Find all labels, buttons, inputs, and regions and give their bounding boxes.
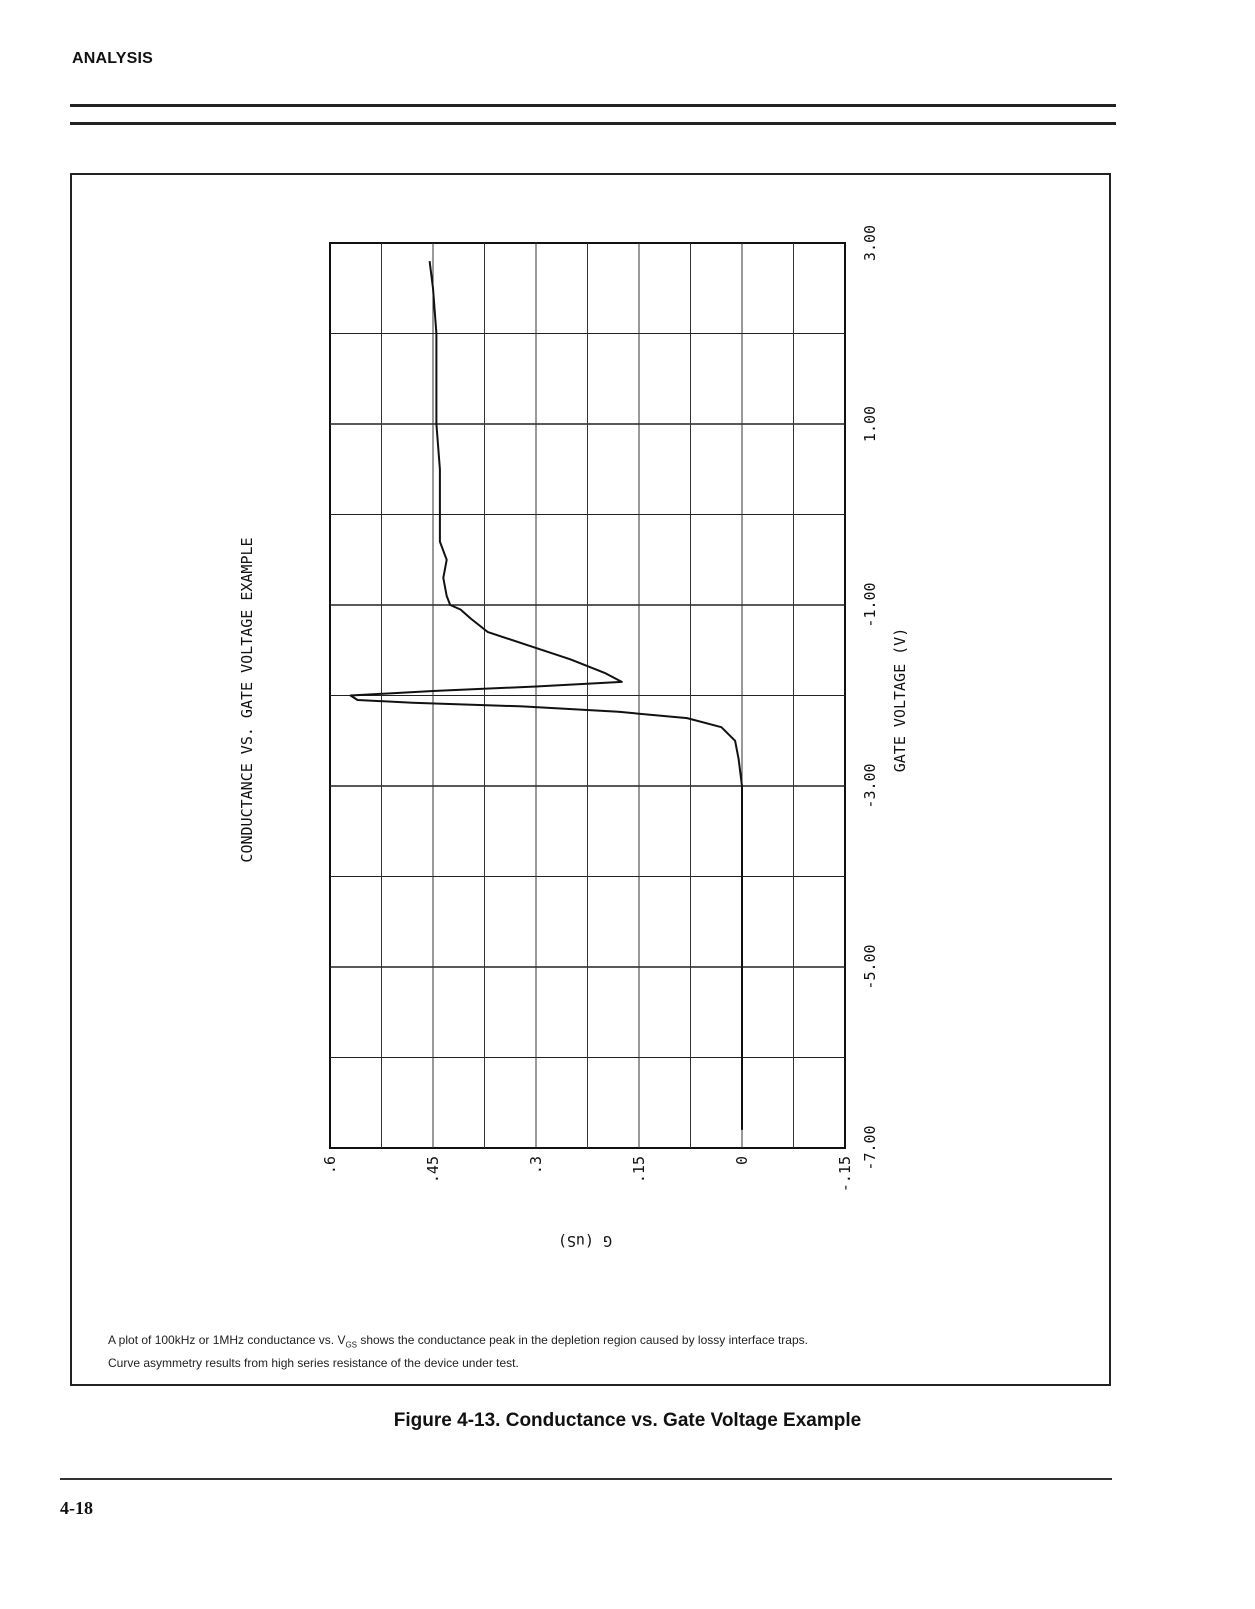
section-header: ANALYSIS [72,50,154,67]
x-tick-label: 1.00 [861,405,879,443]
y-axis-label: G (uS) [557,1232,613,1250]
x-tick-label: -7.00 [861,1125,879,1171]
figure-caption [108,1331,1098,1372]
footer-rule [60,1478,1112,1480]
page-number: 4-18 [60,1498,93,1518]
y-tick-label: .15 [630,1156,648,1184]
x-tick-label: -1.00 [861,582,879,628]
y-tick-label: .45 [424,1156,442,1184]
y-tick-label: .3 [527,1156,545,1175]
chart-title: CONDUCTANCE VS. GATE VOLTAGE EXAMPLE [238,537,256,863]
caption-line1-post: shows the conductance peak in the depletion region caused by lossy interface traps. [357,1333,808,1347]
x-tick-label: -3.00 [861,763,879,809]
y-tick-label: .6 [321,1156,339,1175]
caption-line2: Curve asymmetry results from high series resistance of the device under test. [108,1356,519,1371]
x-axis-label: GATE VOLTAGE (V) [891,627,909,773]
caption-line1-pre: A plot of 100kHz or 1MHz conductance vs. V [108,1333,346,1347]
x-tick-label: 3.00 [861,224,879,262]
y-tick-label: 0 [733,1156,751,1166]
caption-line1-sub: GS [345,1340,358,1350]
figure-title: Figure 4-13. Conductance vs. Gate Voltage Example [393,1410,862,1431]
x-tick-label: -5.00 [861,944,879,990]
y-tick-label: -.15 [836,1156,854,1193]
